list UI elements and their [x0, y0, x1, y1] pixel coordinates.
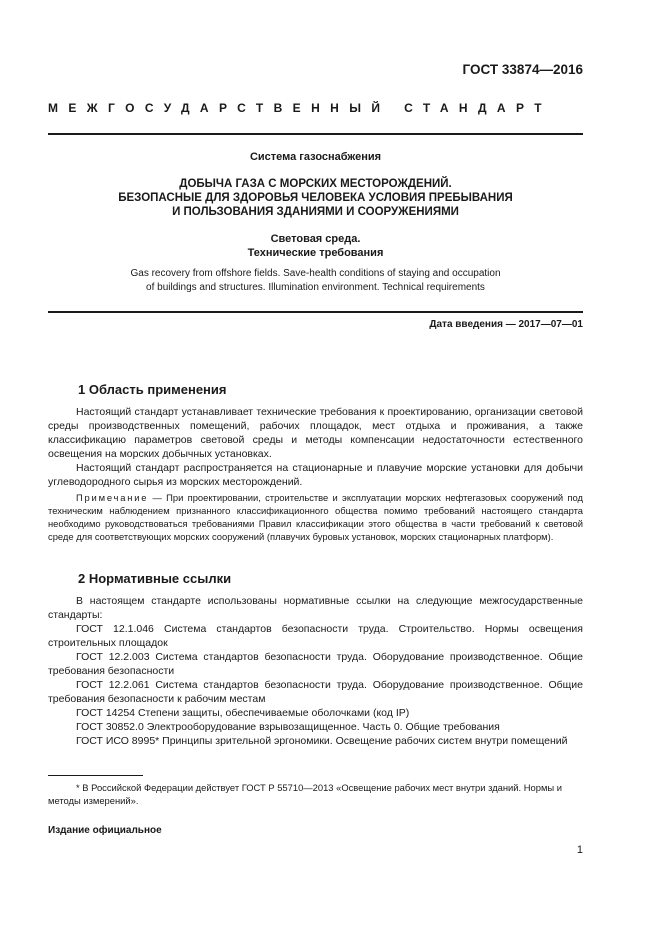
- title-line: БЕЗОПАСНЫЕ ДЛЯ ЗДОРОВЬЯ ЧЕЛОВЕКА УСЛОВИЯ ПРЕБЫВАНИЯ: [118, 192, 513, 204]
- page-number: 1: [576, 844, 583, 856]
- paragraph: Настоящий стандарт распространяется на стационарные и плавучие морские установки для добычи углеводородного сырья из морских месторождений.: [48, 462, 583, 488]
- section-2-heading: 2 Нормативные ссылки: [78, 571, 232, 586]
- interstate-standard-heading: МЕЖГОСУДАРСТВЕННЫЙ СТАНДАРТ: [48, 101, 552, 115]
- note-label: Примечание: [76, 492, 149, 503]
- section-1-heading: 1 Область применения: [78, 382, 227, 397]
- introduction-date: Дата введения — 2017—07—01: [429, 319, 583, 330]
- paragraph: Настоящий стандарт устанавливает технические требования к проектированию, организации световой среды производственных помещений, рабочих площадок, мест отдыха и проживания, а также классификацию параметров световой среды и методы компенсации недостаточности естественного освещения на морских добычных установках.: [48, 406, 583, 460]
- section-1-note: [48, 491, 583, 543]
- system-title: Система газоснабжения: [249, 151, 382, 163]
- reference-item: ГОСТ 30852.0 Электрооборудование взрывозащищенное. Часть 0. Общие требования: [76, 721, 500, 733]
- section-1-body: [48, 405, 583, 489]
- official-edition-label: Издание официальное: [48, 825, 162, 836]
- title-rule: [48, 311, 583, 313]
- title-line: ДОБЫЧА ГАЗА С МОРСКИХ МЕСТОРОЖДЕНИЙ.: [179, 178, 452, 190]
- reference-item: ГОСТ 12.1.046 Система стандартов безопасности труда. Строительство. Нормы освещения строительных площадок: [48, 623, 583, 649]
- subtitle-line: Световая среда.: [270, 233, 361, 245]
- footnote: * В Российской Федерации действует ГОСТ Р 55710—2013 «Освещение рабочих мест внутри зданий. Нормы и методы измерений».: [48, 782, 562, 806]
- english-line: Gas recovery from offshore fields. Save-health conditions of staying and occupation: [130, 268, 501, 279]
- subtitle-line: Технические требования: [247, 247, 384, 259]
- reference-item: ГОСТ 12.2.003 Система стандартов безопасности труда. Оборудование производственное. Общие требования безопасности: [48, 651, 583, 677]
- english-title: [48, 267, 583, 295]
- title-line: И ПОЛЬЗОВАНИЯ ЗДАНИЯМИ И СООРУЖЕНИЯМИ: [172, 206, 459, 218]
- document-subtitle: [48, 232, 583, 260]
- reference-item: ГОСТ 12.2.061 Система стандартов безопасности труда. Оборудование производственное. Общие требования безопасности к рабочим местам: [48, 679, 583, 705]
- english-line: of buildings and structures. Illumination environment. Technical requirements: [146, 282, 485, 293]
- footnote-rule: [48, 775, 143, 776]
- note-text: — При проектировании, строительстве и эксплуатации морских нефтегазовых сооружений под техническим наблюдением признанного классификационного общества помимо требований настоящего стандарта необходимо руководствоваться требованиями Правил классификации этого общества в части требований к световой среде для соответствующих морских сооружений (плавучих буровых установок, морских стационарных платформ).: [48, 492, 583, 542]
- document-title: [48, 177, 583, 219]
- reference-item: ГОСТ ИСО 8995* Принципы зрительной эргономики. Освещение рабочих систем внутри помещений: [76, 735, 568, 747]
- paragraph: В настоящем стандарте использованы нормативные ссылки на следующие межгосударственные стандарты:: [48, 595, 583, 621]
- reference-item: ГОСТ 14254 Степени защиты, обеспечиваемые оболочками (код IP): [76, 707, 410, 719]
- standard-id: ГОСТ 33874—2016: [462, 62, 583, 77]
- header-rule: [48, 133, 583, 135]
- section-2-body: [48, 594, 583, 748]
